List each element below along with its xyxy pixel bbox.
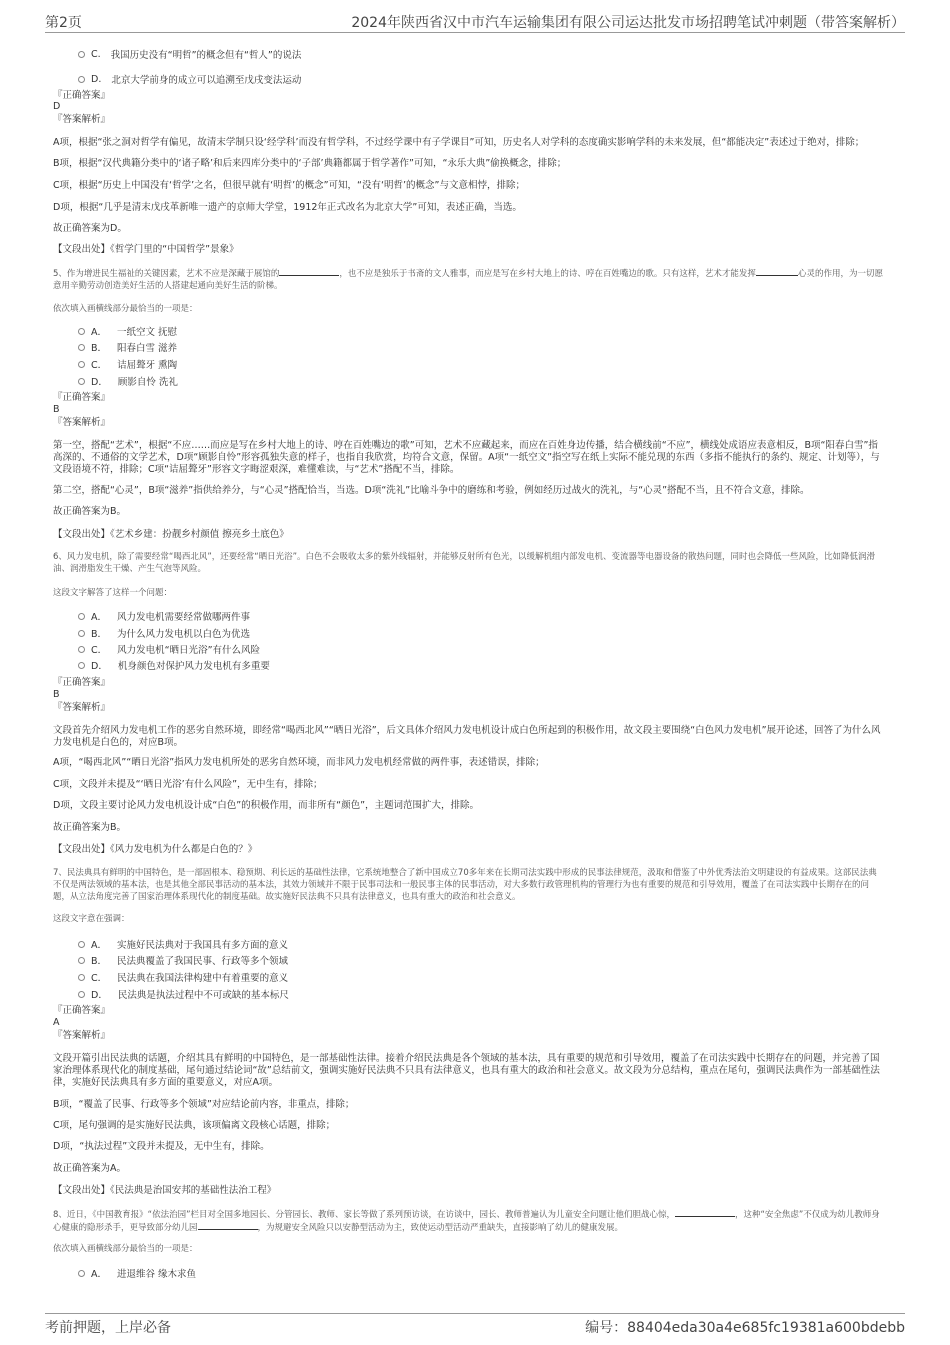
q5-option-b[interactable]: B． 阳春白雪 滋养: [78, 340, 177, 354]
blank-line: [675, 1208, 735, 1217]
q4-option-c[interactable]: C. 我国历史没有“明哲”的概念但有“哲人”的说法: [78, 47, 301, 61]
q6-option-b[interactable]: B． 为什么风力发电机以白色为优选: [78, 626, 250, 640]
q5-analysis-2: 第二空，搭配“心灵”，B项“滋养”指供给养分，与“心灵”搭配恰当，当选。D项“洗礼”比喻斗争中的磨练和考验，例如经历过战火的洗礼，与“心灵”搭配不当，且不符合文意，排除。: [53, 485, 810, 496]
q6-analysis-c: C项，文段并未提及“‘晒日光浴’有什么风险”，无中生有，排除；: [53, 779, 323, 790]
page-header: [45, 10, 905, 33]
radio-icon[interactable]: [78, 662, 85, 669]
q6-source: 【文段出处】《风力发电机为什么都是白色的？》: [53, 844, 258, 855]
document-title: 2024年陕西省汉中市汽车运输集团有限公司运达批发市场招聘笔试冲刺题（带答案解析）: [351, 15, 905, 31]
q5-analysis-1: 第一空，搭配“艺术”，根据“不应……而应是写在乡村大地上的诗、哼在百姓嘴边的歌”可知，艺术不应藏起来，而应在百姓身边传播，结合横线前“不应”，横线处成语应表意相反，B项“阳春白雪”指高深的、不通俗的文学艺术，D项“顾影自怜”形容孤独失意的样子，也指自我欣赏，均符合文意，保留。A项“一纸空文”指空写在纸上实际不能兑现的东西（多指不能执行的条约、规定、计划等），与文段语境不符，排除；C项“诘屈聱牙”形容文字晦涩艰深，难懂难读，与“艺术”搭配不当，排除。: [53, 440, 880, 475]
q6-analysis-d: D项，文段主要讨论风力发电机设计成“白色”的积极作用，而非所有“颜色”，主题词范围扩大，排除。: [53, 800, 480, 811]
radio-icon[interactable]: [78, 646, 85, 653]
q7-option-a[interactable]: A． 实施好民法典对于我国具有多方面的意义: [78, 937, 288, 951]
option-text: 为什么风力发电机以白色为优选: [117, 629, 251, 640]
q6-conclusion: 故正确答案为B。: [53, 822, 127, 833]
blank-line: [198, 1221, 258, 1230]
option-text: 进退维谷 缘木求鱼: [117, 1269, 197, 1280]
correct-answer-label: 『正确答案』: [53, 90, 111, 101]
radio-icon[interactable]: [78, 991, 85, 998]
q6-prompt: 这段文字解答了这样一个问题：: [53, 588, 173, 598]
q6-stem: 6、风力发电机，除了需要经常“喝西北风”，还要经常“晒日光浴”。白色不会吸收太多的紫外线辐射，并能够反射所有色光，以缓解机组内部发电机、变流器等电器设备的散热问题，同时也会降低一些风险，比如降低润滑油、润滑脂发生干燥、产生气泡等风险。: [53, 552, 876, 574]
q5-source: 【文段出处】《艺术乡建：扮靓乡村颜值 擦亮乡土底色》: [53, 529, 289, 540]
q7-analysis-main: 文段开篇引出民法典的话题，介绍其具有鲜明的中国特色，是一部基础性法律。接着介绍民法典是各个领域的基本法，具有重要的规范和引导效用，覆盖了在司法实践中长期存在的问题，并完善了国家治理体系现代化的制度基础，尾句通过结论词“故”总结前文，强调实施好民法典不只具有法律意义，也具有重大的政治和社会意义。故文段为分总结构，重点在尾句，强调民法典作为一部基础性法律，实施好民法典具有多方面的重要意义，对应A项。: [53, 1053, 880, 1088]
q7-analysis-d: D项，“执法过程”文段并未提及，无中生有，排除。: [53, 1141, 270, 1152]
q6-option-a[interactable]: A． 风力发电机需要经常做哪两件事: [78, 609, 250, 623]
radio-icon[interactable]: [78, 630, 85, 637]
q5-option-c[interactable]: C． 诘屈聱牙 熏陶: [78, 357, 177, 371]
q4-answer: D: [53, 101, 61, 112]
q4-analysis-c: C项，根据“历史上中国没有‘哲学’之名，但很早就有‘明哲’的概念”可知，“没有‘明哲’的概念”与文意相悖，排除；: [53, 180, 525, 191]
correct-answer-label: 『正确答案』: [53, 677, 111, 688]
q7-source: 【文段出处】《民法典是治国安邦的基础性法治工程》: [53, 1185, 277, 1196]
document-code: 编号：88404eda30a4e685fc19381a600bdebb: [585, 1320, 905, 1336]
page-number: 第2页: [45, 15, 82, 31]
option-text: 民法典在我国法律构建中有着重要的意义: [117, 973, 289, 984]
analysis-label: 『答案解析』: [53, 702, 111, 713]
q5-option-d[interactable]: D． 顾影自怜 洗礼: [78, 374, 178, 388]
radio-icon[interactable]: [78, 1270, 85, 1277]
q7-analysis-b: B项，“覆盖了民事、行政等多个领域”对应结论前内容，非重点，排除；: [53, 1099, 355, 1110]
option-text: 实施好民法典对于我国具有多方面的意义: [117, 940, 289, 951]
option-text: 我国历史没有“明哲”的概念但有“哲人”的说法: [110, 50, 302, 61]
radio-icon[interactable]: [78, 974, 85, 981]
q4-source: 【文段出处】《哲学门里的“中国哲学”景象》: [53, 244, 239, 255]
radio-icon[interactable]: [78, 51, 85, 58]
option-text: 民法典覆盖了我国民事、行政等多个领域: [117, 956, 289, 967]
q4-analysis-a: A项，根据“张之洞对哲学有偏见，故清末学制只设‘经学科’而没有哲学科，不过经学课中有子学课目”可知，历史名人对学科的态度确实影响学科的未来发展，但“都能决定”表述过于绝对，排除；: [53, 137, 865, 148]
q5-option-a[interactable]: A． 一纸空文 抚慰: [78, 324, 177, 338]
blank-line: [279, 267, 339, 276]
q7-option-b[interactable]: B． 民法典覆盖了我国民事、行政等多个领域: [78, 953, 288, 967]
blank-line: [756, 267, 798, 276]
q7-option-d[interactable]: D． 民法典是执法过程中不可或缺的基本标尺: [78, 987, 289, 1001]
q5-stem: 5、作为增进民生福祉的关键因素，艺术不应是深藏于展馆的 ，也不应是独乐于书斋的文人雅事，而应是写在乡村大地上的诗、哼在百姓嘴边的歌。只有这样，艺术才能发挥 心灵的作用，为一切愿意用辛勤劳动创造美好生活的人搭建起通向美好生活的阶梯。: [53, 269, 883, 291]
analysis-label: 『答案解析』: [53, 417, 111, 428]
q7-option-c[interactable]: C． 民法典在我国法律构建中有着重要的意义: [78, 970, 288, 984]
q8-option-a[interactable]: A． 进退维谷 缘木求鱼: [78, 1266, 196, 1280]
option-text: 机身颜色对保护风力发电机有多重要: [117, 661, 270, 672]
option-text: 北京大学前身的成立可以追溯至戊戌变法运动: [111, 75, 302, 86]
q6-analysis-main: 文段首先介绍风力发电机工作的恶劣自然环境，即经常“喝西北风”“晒日光浴”，后文具体介绍风力发电机设计成白色所起到的积极作用，故文段主要围绕“白色风力发电机”展开论述，回答了为什么风力发电机是白色的，对应B项。: [53, 725, 881, 748]
radio-icon[interactable]: [78, 344, 85, 351]
q4-option-d[interactable]: D. 北京大学前身的成立可以追溯至戊戌变法运动: [78, 72, 301, 86]
q7-stem: 7、民法典具有鲜明的中国特色，是一部固根本、稳预期、利长远的基础性法律，它系统地整合了新中国成立70多年来在长期司法实践中形成的民事法律规范，汲取和借鉴了中外优秀法治文明建设的有益成果。这部民法典不仅是两法领域的基本法，也是其他全部民事活动的基本法，其效力领域并不限于民事司法和一般民事主体的民事活动，对大多数行政管理机构的管理行为也有重要的规范和引导效用，覆盖了在司法实践中长期存在的问题，从立法角度完善了国家治理体系现代化的制度基础。故实施好民法典不只具有法律意义，也具有重大的政治和社会意义。: [53, 868, 877, 902]
q7-analysis-c: C项，尾句强调的是实施好民法典，该项偏离文段核心话题，排除；: [53, 1120, 336, 1131]
option-text: 顾影自怜 洗礼: [117, 377, 178, 388]
page-footer: [45, 1313, 905, 1338]
radio-icon[interactable]: [78, 361, 85, 368]
radio-icon[interactable]: [78, 328, 85, 335]
q6-option-d[interactable]: D． 机身颜色对保护风力发电机有多重要: [78, 658, 270, 672]
correct-answer-label: 『正确答案』: [53, 392, 111, 403]
q6-answer: B: [53, 689, 60, 700]
q5-conclusion: 故正确答案为B。: [53, 506, 127, 517]
q7-conclusion: 故正确答案为A。: [53, 1163, 126, 1174]
q5-answer: B: [53, 404, 60, 415]
radio-icon[interactable]: [78, 378, 85, 385]
analysis-label: 『答案解析』: [53, 1030, 111, 1041]
q4-analysis-d: D项，根据“几乎是清末戊戌革新唯一遗产的京师大学堂，1912年正式改名为北京大学”可知，表述正确，当选。: [53, 202, 522, 213]
radio-icon[interactable]: [78, 76, 85, 83]
radio-icon[interactable]: [78, 941, 85, 948]
footer-slogan: 考前押题，上岸必备: [45, 1320, 171, 1336]
option-text: 民法典是执法过程中不可或缺的基本标尺: [117, 990, 289, 1001]
q6-analysis-a: A项，“喝西北风”“晒日光浴”指风力发电机所处的恶劣自然环境，而非风力发电机经常做的两件事，表述错误，排除；: [53, 757, 545, 768]
analysis-label: 『答案解析』: [53, 114, 111, 125]
correct-answer-label: 『正确答案』: [53, 1005, 111, 1016]
q7-answer: A: [53, 1017, 60, 1028]
q7-prompt: 这段文字意在强调：: [53, 914, 130, 924]
radio-icon[interactable]: [78, 613, 85, 620]
q8-stem: 8、近日，《中国教育报》“依法治园”栏目对全国多地园长、分管园长、教师、家长等做了系列预访谈，在访谈中，园长、教师普遍认为儿童安全问题让他们胆战心惊， ，这种“安全焦虑”不仅成为幼儿教师身心健康的隐形杀手，更导致部分幼儿园 ，为规避安全风险只以安静型活动为主，致使运动型活动严重缺失，直接影响了幼儿的健康发展。: [53, 1210, 880, 1233]
q8-prompt: 依次填入画横线部分最恰当的一项是：: [53, 1244, 198, 1254]
option-text: 风力发电机“晒日光浴”有什么风险: [117, 645, 260, 656]
option-text: 一纸空文 抚慰: [117, 327, 178, 338]
option-text: 阳春白雪 滋养: [117, 343, 178, 354]
q4-conclusion: 故正确答案为D。: [53, 223, 127, 234]
q4-analysis-b: B项，根据“汉代典籍分类中的‘诸子略’和后来四库分类中的‘子部’典籍都属于哲学著作”可知，“永乐大典”偷换概念，排除；: [53, 158, 567, 169]
radio-icon[interactable]: [78, 957, 85, 964]
q5-prompt: 依次填入画横线部分最恰当的一项是：: [53, 304, 198, 314]
option-text: 风力发电机需要经常做哪两件事: [117, 612, 251, 623]
option-text: 诘屈聱牙 熏陶: [117, 360, 178, 371]
q6-option-c[interactable]: C． 风力发电机“晒日光浴”有什么风险: [78, 642, 260, 656]
